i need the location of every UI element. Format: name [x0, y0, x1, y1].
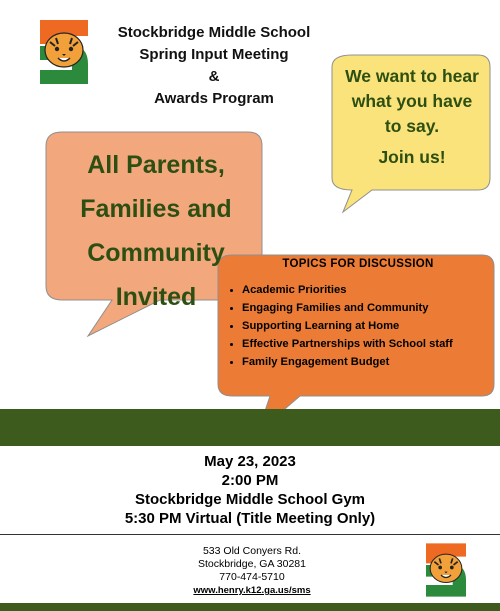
- list-item: • Supporting Learning at Home: [242, 317, 494, 335]
- event-location: Stockbridge Middle School Gym: [134, 491, 366, 508]
- program-title: Awards Program: [154, 90, 274, 107]
- message-line-4: Join us!: [378, 147, 446, 167]
- tiger-s-logo-icon: [420, 540, 472, 600]
- invite-message: [332, 64, 492, 170]
- list-item: • Academic Priorities: [242, 281, 494, 299]
- topics-box: [222, 258, 494, 371]
- footer-divider: [0, 534, 500, 535]
- address-city: Stockbridge, GA 30281: [198, 558, 306, 570]
- audience-line-2: Families and: [80, 195, 232, 223]
- topics-list: [222, 281, 494, 371]
- event-time: 2:00 PM: [221, 472, 279, 489]
- audience-line-1: All Parents,: [87, 151, 225, 179]
- school-name: Stockbridge Middle School: [117, 24, 311, 41]
- address-phone: 770-474-5710: [219, 571, 285, 583]
- school-website-link[interactable]: www.henry.k12.ga.us/sms: [193, 585, 311, 596]
- ampersand: &: [208, 68, 220, 85]
- message-line-2: what you have: [351, 91, 473, 111]
- message-line-3: to say.: [384, 116, 440, 136]
- event-details: [0, 452, 500, 528]
- address-street: 533 Old Conyers Rd.: [202, 545, 302, 557]
- list-item: • Engaging Families and Community: [242, 299, 494, 317]
- event-virtual: 5:30 PM Virtual (Title Meeting Only): [124, 510, 376, 527]
- audience-line-3: Community: [87, 239, 225, 267]
- event-date: May 23, 2023: [204, 453, 296, 470]
- message-line-1: We want to hear: [345, 66, 479, 86]
- green-divider-band: [0, 409, 500, 446]
- list-item: • Family Engagement Budget: [242, 353, 494, 371]
- audience-line-4: Invited: [115, 283, 197, 311]
- list-item: • Effective Partnerships with School staff: [242, 335, 494, 353]
- meeting-title: Spring Input Meeting: [139, 46, 289, 63]
- bottom-green-band: [0, 603, 500, 611]
- school-address: [172, 545, 332, 597]
- topics-title: TOPICS FOR DISCUSSION: [282, 258, 434, 270]
